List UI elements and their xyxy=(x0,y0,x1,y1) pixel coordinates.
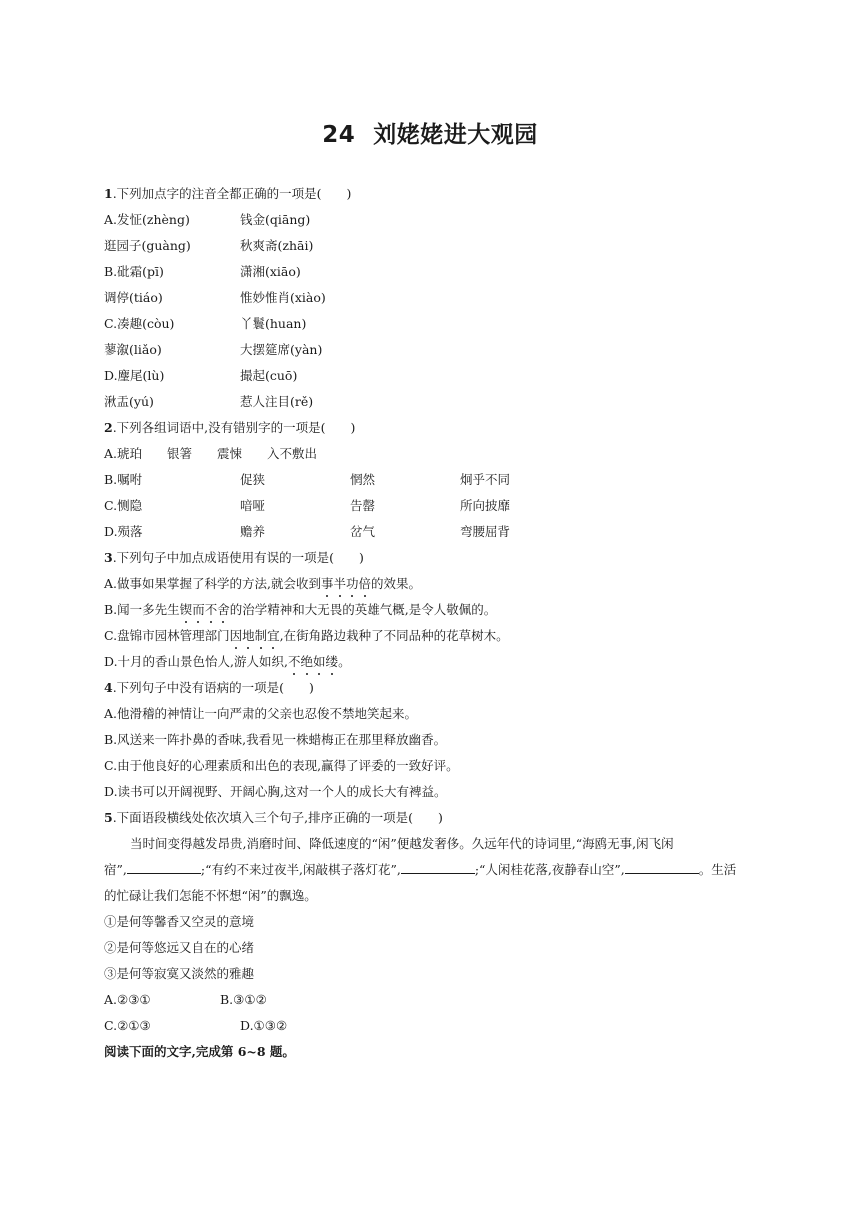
q4-option-a: A.他滑稽的神情让一向严肃的父亲也忍俊不禁地笑起来。 xyxy=(104,706,418,721)
dotted-idiom: 锲而不舍 xyxy=(180,602,230,617)
q4-option-b: B.风送来一阵扑鼻的香味,我看见一株蜡梅正在那里释放幽香。 xyxy=(104,732,447,747)
fill-blank-2 xyxy=(401,861,475,874)
q2-stem: 2.下列各组词语中,没有错别字的一项是( ) xyxy=(104,420,356,435)
q5-item-1: ①是何等馨香又空灵的意境 xyxy=(104,914,255,929)
lesson-title: 刘姥姥进大观园 xyxy=(373,122,538,148)
dotted-idiom: 事半功倍 xyxy=(321,576,371,591)
q3-option-d: D.十月的香山景色怡人,游人如织,不绝如缕。 xyxy=(104,652,764,678)
q1-option-row: 蓼溆(liǎo) 大摆筵席(yàn) xyxy=(104,342,323,357)
q4-option-c: C.由于他良好的心理素质和出色的表现,赢得了评委的一致好评。 xyxy=(104,758,459,773)
q3-option-c: C.盘锦市园林管理部门因地制宜,在街角路边栽种了不同品种的花草树木。 xyxy=(104,626,764,652)
page-title xyxy=(0,116,860,149)
q3-option-b: B.闻一多先生锲而不舍的治学精神和大无畏的英雄气概,是令人敬佩的。 xyxy=(104,600,764,626)
q2-options xyxy=(104,470,764,548)
q1-option-row: B.砒霜(pī) 潇湘(xiāo) xyxy=(104,264,301,279)
fill-blank-3 xyxy=(625,861,699,874)
exercise-content xyxy=(104,184,764,1068)
q3-stem: 3.下列句子中加点成语使用有误的一项是( ) xyxy=(104,550,364,565)
q2-option-row: D.殒落 赡养 岔气 弯腰屈背 xyxy=(104,524,511,539)
q5-paragraph-line3: 的忙碌让我们怎能不怀想“闲”的飘逸。 xyxy=(104,888,317,903)
dotted-idiom: 因地制宜 xyxy=(230,628,280,643)
q4-option-d: D.读书可以开阔视野、开阔心胸,这对一个人的成长大有裨益。 xyxy=(104,784,447,799)
q5-choices-row2: C.②①③ D.①③② xyxy=(104,1018,288,1033)
q5-item-3: ③是何等寂寞又淡然的雅趣 xyxy=(104,966,255,981)
dotted-idiom: 不绝如缕 xyxy=(288,654,338,669)
q5-paragraph-line2: 宿”, ;“有约不来过夜半,闲敲棋子落灯花”, ;“人闲桂花落,夜静春山空”, 。生活 xyxy=(104,862,737,877)
q5-choices-row1: A.②③① B.③①② xyxy=(104,992,267,1007)
q1-option-row: 调停(tiáo) 惟妙惟肖(xiào) xyxy=(104,290,326,305)
q1-option-row: D.麈尾(lù) 撮起(cuō) xyxy=(104,368,298,383)
q1-option-row: A.发怔(zhèng) 钱金(qiāng) xyxy=(104,212,311,227)
q3-option-a: A.做事如果掌握了科学的方法,就会收到事半功倍的效果。 xyxy=(104,574,764,600)
q5-paragraph-line1: 当时间变得越发昂贵,消磨时间、降低速度的“闲”便越发奢侈。久远年代的诗词里,“海鸥无事,闲飞闲 xyxy=(130,836,674,851)
q1-options xyxy=(104,210,764,418)
q1-option-row: 逛园子(guàng) 秋爽斋(zhāi) xyxy=(104,238,314,253)
q2-option-row: C.恻隐 喑哑 告罄 所向披靡 xyxy=(104,498,511,513)
q1-stem: 1.下列加点字的注音全都正确的一项是( ) xyxy=(104,186,352,201)
q2-option-row: B.嘱咐 促狭 惘然 炯乎不同 xyxy=(104,472,511,487)
q4-stem: 4.下列句子中没有语病的一项是( ) xyxy=(104,680,314,695)
fill-blank-1 xyxy=(127,861,201,874)
lesson-number: 24 xyxy=(322,122,356,148)
q1-option-row: 湫盂(yú) 惹人注目(rě) xyxy=(104,394,314,409)
q5-item-2: ②是何等悠远又自在的心绪 xyxy=(104,940,255,955)
reading-instruction: 阅读下面的文字,完成第 6~8 题。 xyxy=(104,1044,295,1059)
q5-stem: 5.下面语段横线处依次填入三个句子,排序正确的一项是( ) xyxy=(104,810,443,825)
q2-option-a: A.琥珀 银箸 震悚 入不敷出 xyxy=(104,446,318,461)
q1-option-row: C.凑趣(còu) 丫鬟(huan) xyxy=(104,316,307,331)
